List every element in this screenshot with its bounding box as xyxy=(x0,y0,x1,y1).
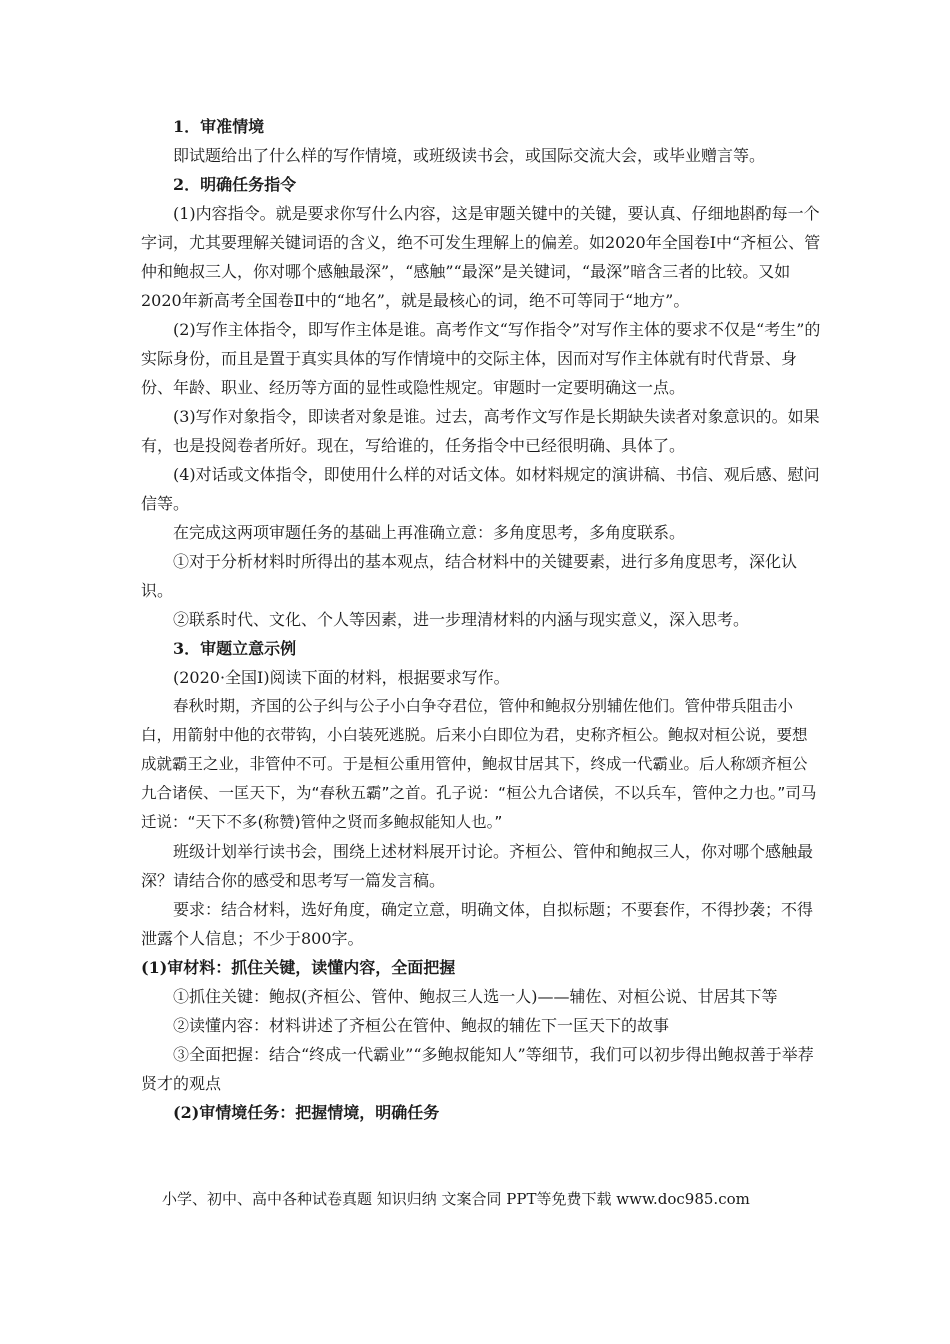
intent-point-1: ①对于分析材料时所得出的基本观点，结合材料中的关键要素，进行多角度思考，深化认识。 xyxy=(141,552,798,600)
section-2-heading: 2．明确任务指令 xyxy=(173,175,297,194)
analysis-1-point-3: ③全面把握：结合“终成一代霸业”“多鲍叔能知人”等细节，我们可以初步得出鲍叔善于举荐贤才的观点 xyxy=(141,1045,814,1093)
section-3-heading: 3．审题立意示例 xyxy=(173,639,297,658)
intent-paragraph: 在完成这两项审题任务的基础上再准确立意：多角度思考，多角度联系。 xyxy=(173,523,686,542)
section-1-heading: 1．审准情境 xyxy=(173,117,265,136)
intent-point-2: ②联系时代、文化、个人等因素，进一步理清材料的内涵与现实意义，深入思考。 xyxy=(173,610,750,629)
audience-instruction-paragraph: (3)写作对象指令，即读者对象是谁。过去，高考作文写作是长期缺失读者对象意识的。如果有，也是投阅卷者所好。现在，写给谁的，任务指令中已经很明确、具体了。 xyxy=(141,407,820,455)
section-1-body: 即试题给出了什么样的写作情境，或班级读书会，或国际交流大会，或毕业赠言等。 xyxy=(173,146,766,165)
document-body xyxy=(141,112,821,1127)
analysis-1-point-1: ①抓住关键：鲍叔(齐桓公、管仲、鲍叔三人选一人)——辅佐、对桓公说、甘居其下等 xyxy=(173,987,778,1006)
subject-instruction-paragraph: (2)写作主体指令，即写作主体是谁。高考作文“写作指令”对写作主体的要求不仅是“考生”的实际身份，而且是置于真实具体的写作情境中的交际主体，因而对写作主体就有时代背景、身份、年龄、职业、经历等方面的显性或隐性规定。审题时一定要明确这一点。 xyxy=(141,320,821,397)
genre-instruction-paragraph: (4)对话或文体指令，即使用什么样的对话文体。如材料规定的演讲稿、书信、观后感、慰问信等。 xyxy=(141,465,820,513)
analysis-2-heading: (2)审情境任务：把握情境，明确任务 xyxy=(173,1103,440,1122)
analysis-1-heading: (1)审材料：抓住关键，读懂内容，全面把握 xyxy=(141,958,456,977)
example-source: (2020·全国Ⅰ)阅读下面的材料，根据要求写作。 xyxy=(173,668,510,687)
page-footer: 小学、初中、高中各种试卷真题 知识归纳 文案合同 PPT等免费下载 www.doc985.com xyxy=(162,1190,750,1208)
content-instruction-paragraph: (1)内容指令。就是要求你写什么内容，这是审题关键中的关键，要认真、仔细地斟酌每一个字词，尤其要理解关键词语的含义，绝不可发生理解上的偏差。如2020年全国卷Ⅰ中“齐桓公、管仲和鲍叔三人，你对哪个感触最深”，“感触”“最深”是关键词，“最深”暗含三者的比较。又如2020年新高考全国卷Ⅱ中的“地名”，就是最核心的词，绝不可等同于“地方”。 xyxy=(141,204,821,310)
example-requirements: 要求：结合材料，选好角度，确定立意，明确文体，自拟标题；不要套作，不得抄袭；不得泄露个人信息；不少于800字。 xyxy=(141,900,814,948)
analysis-1-point-2: ②读懂内容：材料讲述了齐桓公在管仲、鲍叔的辅佐下一匡天下的故事 xyxy=(173,1016,670,1035)
example-task: 班级计划举行读书会，围绕上述材料展开讨论。齐桓公、管仲和鲍叔三人，你对哪个感触最深？请结合你的感受和思考写一篇发言稿。 xyxy=(141,842,814,890)
example-material: 春秋时期，齐国的公子纠与公子小白争夺君位，管仲和鲍叔分别辅佐他们。管仲带兵阻击小白，用箭射中他的衣带钩，小白装死逃脱。后来小白即位为君，史称齐桓公。鲍叔对桓公说，要想成就霸王之业，非管仲不可。于是桓公重用管仲，鲍叔甘居其下，终成一代霸业。后人称颂齐桓公九合诸侯、一匡天下，为“春秋五霸”之首。孔子说：“桓公九合诸侯，不以兵车，管仲之力也。”司马迁说：“天下不多(称赞)管仲之贤而多鲍叔能知人也。” xyxy=(141,697,817,831)
